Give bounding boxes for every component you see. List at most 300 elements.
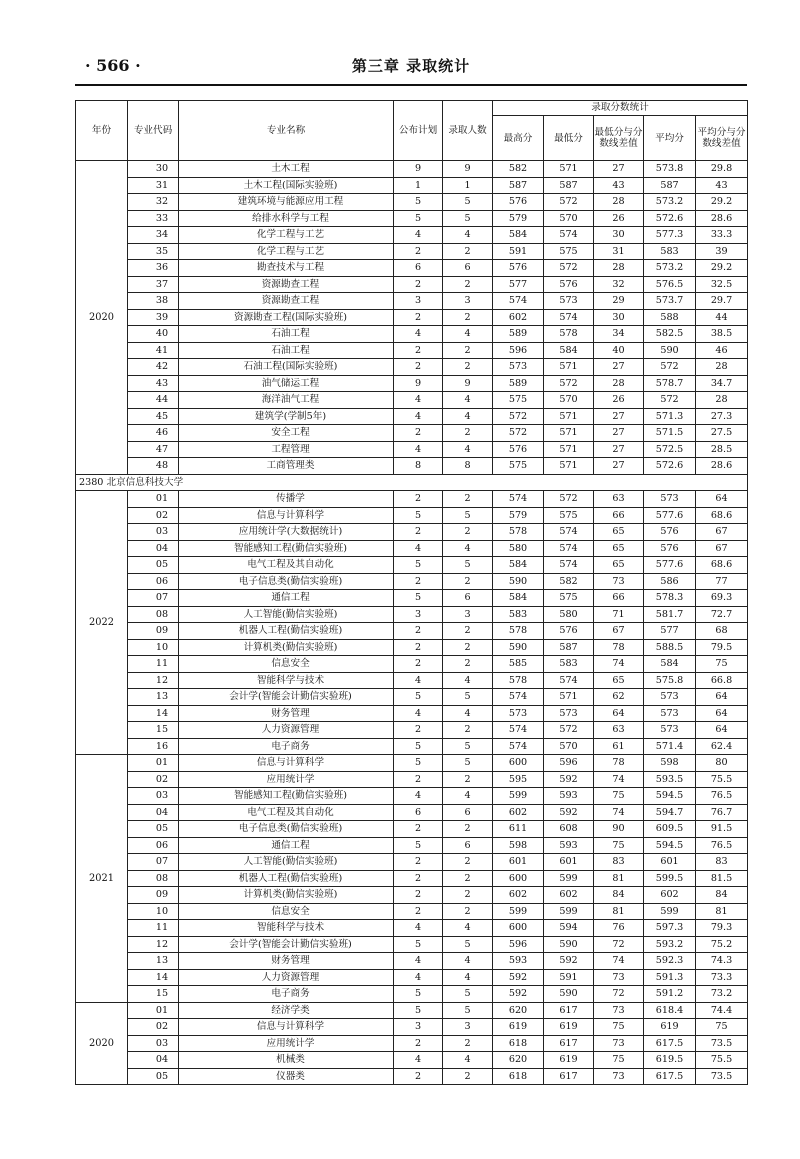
table-row: [76, 953, 748, 970]
plan-cell: 3: [394, 606, 443, 623]
avg-diff-cell: 76.5: [696, 837, 748, 854]
page-header: [75, 52, 747, 82]
max-score-cell: 575: [493, 392, 544, 409]
plan-cell: 5: [394, 1002, 443, 1019]
table-row: [76, 903, 748, 920]
avg-score-cell: 587: [644, 177, 696, 194]
min-score-cell: 574: [544, 227, 594, 244]
code-cell: 13: [128, 689, 179, 706]
code-cell: 37: [128, 276, 179, 293]
max-score-cell: 584: [493, 557, 544, 574]
max-score-cell: 572: [493, 425, 544, 442]
table-row: [76, 408, 748, 425]
admitted-cell: 2: [443, 309, 493, 326]
table-row: [76, 623, 748, 640]
min-score-cell: 572: [544, 722, 594, 739]
min-diff-cell: 26: [594, 210, 644, 227]
admitted-cell: 2: [443, 771, 493, 788]
admitted-cell: 4: [443, 788, 493, 805]
min-score-cell: 570: [544, 210, 594, 227]
code-cell: 44: [128, 392, 179, 409]
min-diff-cell: 74: [594, 656, 644, 673]
major-name-cell: 电子信息类(勤信实验班): [179, 821, 394, 838]
min-diff-cell: 72: [594, 936, 644, 953]
avg-diff-cell: 73.2: [696, 986, 748, 1003]
min-diff-cell: 73: [594, 1035, 644, 1052]
min-diff-cell: 73: [594, 573, 644, 590]
plan-cell: 4: [394, 392, 443, 409]
min-score-cell: 576: [544, 276, 594, 293]
max-score-cell: 599: [493, 788, 544, 805]
major-name-cell: 建筑环境与能源应用工程: [179, 194, 394, 211]
code-cell: 42: [128, 359, 179, 376]
major-name-cell: 土木工程: [179, 161, 394, 178]
plan-cell: 2: [394, 359, 443, 376]
plan-cell: 4: [394, 441, 443, 458]
plan-cell: 2: [394, 639, 443, 656]
avg-score-cell: 572.6: [644, 458, 696, 475]
min-score-cell: 617: [544, 1035, 594, 1052]
avg-diff-cell: 73.5: [696, 1035, 748, 1052]
max-score-cell: 577: [493, 276, 544, 293]
avg-score-cell: 573.8: [644, 161, 696, 178]
table-row: [76, 854, 748, 871]
table-row: [76, 392, 748, 409]
plan-cell: 2: [394, 623, 443, 640]
min-diff-cell: 62: [594, 689, 644, 706]
min-diff-cell: 81: [594, 870, 644, 887]
plan-cell: 2: [394, 309, 443, 326]
code-cell: 34: [128, 227, 179, 244]
header-code: 专业代码: [128, 101, 179, 161]
min-diff-cell: 27: [594, 359, 644, 376]
table-row: [76, 177, 748, 194]
avg-diff-cell: 38.5: [696, 326, 748, 343]
min-score-cell: 592: [544, 804, 594, 821]
min-diff-cell: 63: [594, 722, 644, 739]
max-score-cell: 590: [493, 573, 544, 590]
avg-score-cell: 602: [644, 887, 696, 904]
avg-score-cell: 619.5: [644, 1052, 696, 1069]
avg-diff-cell: 75.5: [696, 1052, 748, 1069]
plan-cell: 2: [394, 573, 443, 590]
min-score-cell: 587: [544, 177, 594, 194]
avg-score-cell: 572.5: [644, 441, 696, 458]
max-score-cell: 592: [493, 986, 544, 1003]
avg-score-cell: 573: [644, 689, 696, 706]
max-score-cell: 578: [493, 623, 544, 640]
min-diff-cell: 28: [594, 375, 644, 392]
min-score-cell: 573: [544, 293, 594, 310]
min-score-cell: 592: [544, 771, 594, 788]
avg-score-cell: 577.6: [644, 557, 696, 574]
avg-diff-cell: 75.2: [696, 936, 748, 953]
avg-score-cell: 619: [644, 1019, 696, 1036]
max-score-cell: 590: [493, 639, 544, 656]
avg-score-cell: 594.7: [644, 804, 696, 821]
admitted-cell: 2: [443, 623, 493, 640]
code-cell: 12: [128, 936, 179, 953]
code-cell: 06: [128, 573, 179, 590]
avg-diff-cell: 62.4: [696, 738, 748, 755]
avg-diff-cell: 29.8: [696, 161, 748, 178]
code-cell: 16: [128, 738, 179, 755]
code-cell: 39: [128, 309, 179, 326]
code-cell: 07: [128, 854, 179, 871]
avg-score-cell: 588.5: [644, 639, 696, 656]
min-diff-cell: 29: [594, 293, 644, 310]
major-name-cell: 勘查技术与工程: [179, 260, 394, 277]
max-score-cell: 576: [493, 441, 544, 458]
major-name-cell: 智能科学与技术: [179, 672, 394, 689]
admitted-cell: 2: [443, 243, 493, 260]
admitted-cell: 2: [443, 491, 493, 508]
min-diff-cell: 27: [594, 441, 644, 458]
max-score-cell: 601: [493, 854, 544, 871]
code-cell: 36: [128, 260, 179, 277]
max-score-cell: 574: [493, 689, 544, 706]
code-cell: 47: [128, 441, 179, 458]
min-score-cell: 576: [544, 623, 594, 640]
table-row: [76, 458, 748, 475]
min-score-cell: 574: [544, 524, 594, 541]
min-score-cell: 591: [544, 969, 594, 986]
plan-cell: 5: [394, 738, 443, 755]
avg-score-cell: 617.5: [644, 1068, 696, 1085]
table-row: [76, 705, 748, 722]
plan-cell: 3: [394, 293, 443, 310]
avg-diff-cell: 68: [696, 623, 748, 640]
min-score-cell: 594: [544, 920, 594, 937]
avg-diff-cell: 83: [696, 854, 748, 871]
avg-diff-cell: 84: [696, 887, 748, 904]
major-name-cell: 信息与计算科学: [179, 507, 394, 524]
plan-cell: 2: [394, 870, 443, 887]
plan-cell: 2: [394, 1035, 443, 1052]
admitted-cell: 2: [443, 870, 493, 887]
avg-diff-cell: 91.5: [696, 821, 748, 838]
plan-cell: 9: [394, 375, 443, 392]
code-cell: 08: [128, 606, 179, 623]
plan-cell: 2: [394, 491, 443, 508]
avg-diff-cell: 67: [696, 540, 748, 557]
avg-diff-cell: 75: [696, 656, 748, 673]
admitted-cell: 4: [443, 392, 493, 409]
min-diff-cell: 40: [594, 342, 644, 359]
admitted-cell: 5: [443, 557, 493, 574]
avg-diff-cell: 79.3: [696, 920, 748, 937]
major-name-cell: 信息安全: [179, 903, 394, 920]
avg-diff-cell: 28.6: [696, 458, 748, 475]
header-min-diff: 最低分与分数线差值: [594, 116, 644, 161]
admitted-cell: 5: [443, 755, 493, 772]
min-diff-cell: 26: [594, 392, 644, 409]
code-cell: 15: [128, 986, 179, 1003]
avg-score-cell: 573.7: [644, 293, 696, 310]
admitted-cell: 4: [443, 672, 493, 689]
table-row: [76, 293, 748, 310]
max-score-cell: 593: [493, 953, 544, 970]
table-row: [76, 788, 748, 805]
avg-diff-cell: 39: [696, 243, 748, 260]
min-score-cell: 574: [544, 309, 594, 326]
code-cell: 03: [128, 524, 179, 541]
admitted-cell: 3: [443, 606, 493, 623]
avg-score-cell: 576: [644, 524, 696, 541]
min-score-cell: 574: [544, 540, 594, 557]
admitted-cell: 5: [443, 689, 493, 706]
admitted-cell: 5: [443, 986, 493, 1003]
min-score-cell: 571: [544, 458, 594, 475]
code-cell: 02: [128, 1019, 179, 1036]
max-score-cell: 580: [493, 540, 544, 557]
plan-cell: 2: [394, 656, 443, 673]
min-diff-cell: 28: [594, 260, 644, 277]
admitted-cell: 2: [443, 887, 493, 904]
table-row: [76, 326, 748, 343]
min-diff-cell: 81: [594, 903, 644, 920]
table-row: [76, 375, 748, 392]
major-name-cell: 会计学(智能会计勤信实验班): [179, 936, 394, 953]
plan-cell: 5: [394, 837, 443, 854]
min-score-cell: 578: [544, 326, 594, 343]
min-score-cell: 575: [544, 243, 594, 260]
code-cell: 32: [128, 194, 179, 211]
min-score-cell: 619: [544, 1052, 594, 1069]
major-name-cell: 人力资源管理: [179, 722, 394, 739]
header-max: 最高分: [493, 116, 544, 161]
min-diff-cell: 73: [594, 969, 644, 986]
avg-score-cell: 575.8: [644, 672, 696, 689]
max-score-cell: 591: [493, 243, 544, 260]
major-name-cell: 化学工程与工艺: [179, 243, 394, 260]
major-name-cell: 计算机类(勤信实验班): [179, 887, 394, 904]
min-score-cell: 571: [544, 689, 594, 706]
code-cell: 12: [128, 672, 179, 689]
header-plan: 公布计划: [394, 101, 443, 161]
code-cell: 45: [128, 408, 179, 425]
table-row: [76, 986, 748, 1003]
min-diff-cell: 30: [594, 309, 644, 326]
avg-diff-cell: 28: [696, 392, 748, 409]
year-cell: 2020: [76, 1002, 128, 1085]
table-row: [76, 887, 748, 904]
major-name-cell: 通信工程: [179, 590, 394, 607]
plan-cell: 8: [394, 458, 443, 475]
table-row: [76, 672, 748, 689]
min-diff-cell: 76: [594, 920, 644, 937]
avg-score-cell: 573: [644, 722, 696, 739]
code-cell: 09: [128, 623, 179, 640]
table-row: [76, 540, 748, 557]
max-score-cell: 585: [493, 656, 544, 673]
avg-score-cell: 578.7: [644, 375, 696, 392]
university-name: 2380 北京信息科技大学: [76, 474, 748, 491]
plan-cell: 4: [394, 705, 443, 722]
avg-diff-cell: 46: [696, 342, 748, 359]
major-name-cell: 化学工程与工艺: [179, 227, 394, 244]
avg-score-cell: 582.5: [644, 326, 696, 343]
avg-diff-cell: 44: [696, 309, 748, 326]
major-name-cell: 信息与计算科学: [179, 1019, 394, 1036]
code-cell: 41: [128, 342, 179, 359]
min-diff-cell: 67: [594, 623, 644, 640]
avg-score-cell: 598: [644, 755, 696, 772]
avg-diff-cell: 64: [696, 491, 748, 508]
major-name-cell: 工商管理类: [179, 458, 394, 475]
max-score-cell: 587: [493, 177, 544, 194]
table-row: [76, 606, 748, 623]
code-cell: 14: [128, 969, 179, 986]
table-row: [76, 804, 748, 821]
major-name-cell: 给排水科学与工程: [179, 210, 394, 227]
min-diff-cell: 75: [594, 1052, 644, 1069]
admitted-cell: 5: [443, 194, 493, 211]
header-name: 专业名称: [179, 101, 394, 161]
max-score-cell: 602: [493, 309, 544, 326]
header-min: 最低分: [544, 116, 594, 161]
table-row: [76, 1068, 748, 1085]
max-score-cell: 589: [493, 375, 544, 392]
avg-diff-cell: 77: [696, 573, 748, 590]
code-cell: 11: [128, 920, 179, 937]
code-cell: 01: [128, 1002, 179, 1019]
major-name-cell: 财务管理: [179, 953, 394, 970]
plan-cell: 5: [394, 689, 443, 706]
min-score-cell: 571: [544, 425, 594, 442]
min-diff-cell: 32: [594, 276, 644, 293]
admitted-cell: 2: [443, 656, 493, 673]
max-score-cell: 600: [493, 920, 544, 937]
plan-cell: 4: [394, 227, 443, 244]
admitted-cell: 3: [443, 1019, 493, 1036]
avg-diff-cell: 73.3: [696, 969, 748, 986]
admitted-cell: 2: [443, 1035, 493, 1052]
major-name-cell: 计算机类(勤信实验班): [179, 639, 394, 656]
plan-cell: 4: [394, 1052, 443, 1069]
admitted-cell: 4: [443, 705, 493, 722]
code-cell: 02: [128, 507, 179, 524]
plan-cell: 3: [394, 1019, 443, 1036]
max-score-cell: 599: [493, 903, 544, 920]
code-cell: 03: [128, 1035, 179, 1052]
max-score-cell: 602: [493, 887, 544, 904]
plan-cell: 2: [394, 342, 443, 359]
min-diff-cell: 75: [594, 788, 644, 805]
avg-score-cell: 572: [644, 359, 696, 376]
avg-diff-cell: 75.5: [696, 771, 748, 788]
admitted-cell: 2: [443, 722, 493, 739]
major-name-cell: 石油工程: [179, 342, 394, 359]
plan-cell: 6: [394, 804, 443, 821]
min-diff-cell: 34: [594, 326, 644, 343]
major-name-cell: 信息与计算科学: [179, 755, 394, 772]
max-score-cell: 578: [493, 524, 544, 541]
year-cell: 2021: [76, 755, 128, 1003]
avg-score-cell: 583: [644, 243, 696, 260]
plan-cell: 5: [394, 507, 443, 524]
table-row: [76, 689, 748, 706]
admitted-cell: 4: [443, 441, 493, 458]
table-row: [76, 969, 748, 986]
major-name-cell: 机器人工程(勤信实验班): [179, 623, 394, 640]
admitted-cell: 4: [443, 953, 493, 970]
min-diff-cell: 73: [594, 1002, 644, 1019]
table-row: [76, 309, 748, 326]
major-name-cell: 电子商务: [179, 738, 394, 755]
avg-score-cell: 597.3: [644, 920, 696, 937]
admitted-cell: 2: [443, 573, 493, 590]
code-cell: 15: [128, 722, 179, 739]
avg-score-cell: 593.2: [644, 936, 696, 953]
avg-score-cell: 593.5: [644, 771, 696, 788]
admitted-cell: 5: [443, 936, 493, 953]
avg-score-cell: 590: [644, 342, 696, 359]
min-score-cell: 571: [544, 441, 594, 458]
min-score-cell: 593: [544, 788, 594, 805]
header-year: 年份: [76, 101, 128, 161]
major-name-cell: 信息安全: [179, 656, 394, 673]
avg-score-cell: 571.3: [644, 408, 696, 425]
code-cell: 04: [128, 540, 179, 557]
year-cell: 2022: [76, 491, 128, 755]
max-score-cell: 573: [493, 359, 544, 376]
code-cell: 10: [128, 903, 179, 920]
admitted-cell: 2: [443, 1068, 493, 1085]
max-score-cell: 574: [493, 491, 544, 508]
table-row: [76, 524, 748, 541]
plan-cell: 2: [394, 771, 443, 788]
avg-score-cell: 571.5: [644, 425, 696, 442]
avg-score-cell: 577.3: [644, 227, 696, 244]
min-diff-cell: 66: [594, 507, 644, 524]
admitted-cell: 4: [443, 1052, 493, 1069]
max-score-cell: 596: [493, 936, 544, 953]
avg-diff-cell: 81: [696, 903, 748, 920]
avg-score-cell: 591.2: [644, 986, 696, 1003]
min-score-cell: 583: [544, 656, 594, 673]
major-name-cell: 经济学类: [179, 1002, 394, 1019]
major-name-cell: 应用统计学: [179, 1035, 394, 1052]
table-row: [76, 1052, 748, 1069]
max-score-cell: 584: [493, 227, 544, 244]
max-score-cell: 620: [493, 1002, 544, 1019]
avg-diff-cell: 72.7: [696, 606, 748, 623]
table-row: [76, 1019, 748, 1036]
major-name-cell: 电子商务: [179, 986, 394, 1003]
avg-diff-cell: 64: [696, 705, 748, 722]
avg-score-cell: 588: [644, 309, 696, 326]
min-score-cell: 587: [544, 639, 594, 656]
admitted-cell: 2: [443, 276, 493, 293]
min-score-cell: 599: [544, 870, 594, 887]
plan-cell: 2: [394, 854, 443, 871]
avg-score-cell: 617.5: [644, 1035, 696, 1052]
avg-score-cell: 599: [644, 903, 696, 920]
admitted-cell: 5: [443, 507, 493, 524]
code-cell: 07: [128, 590, 179, 607]
min-diff-cell: 27: [594, 425, 644, 442]
max-score-cell: 620: [493, 1052, 544, 1069]
min-score-cell: 574: [544, 557, 594, 574]
table-row: [76, 342, 748, 359]
avg-diff-cell: 64: [696, 722, 748, 739]
avg-score-cell: 609.5: [644, 821, 696, 838]
avg-score-cell: 592.3: [644, 953, 696, 970]
table-row: [76, 441, 748, 458]
major-name-cell: 通信工程: [179, 837, 394, 854]
plan-cell: 4: [394, 920, 443, 937]
